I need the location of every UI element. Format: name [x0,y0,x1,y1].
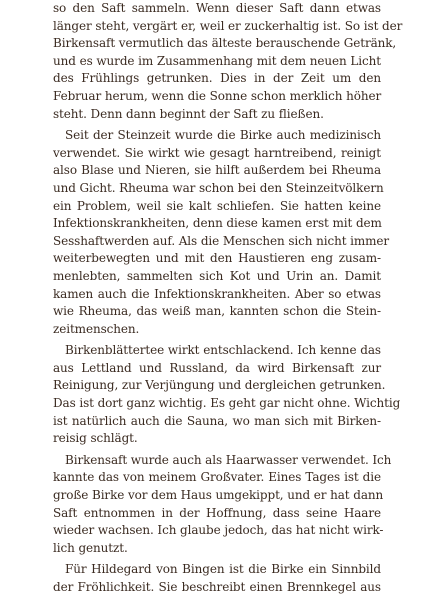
text-line: Für Hildegard von Bingen ist die Birke ein Sinnbild [65,562,381,577]
paragraph-5 [53,561,381,596]
text-line: also Blase und Nieren, sie hilft außerdem bei Rheuma [53,163,381,178]
text-line: ist natürlich auch die Sauna, wo man sich mit Birken- [53,413,381,428]
text-line: Birkensaft vermutlich das älteste berauschende Getränk, [53,36,397,51]
book-page-text [53,0,403,597]
text-line: so den Saft sammeln. Wenn dieser Saft dann etwas [53,1,381,15]
text-line: Das ist dort ganz wichtig. Es geht gar nicht ohne. Wichtig [53,396,401,411]
text-line: länger steht, vergärt er, weil er zuckerhaltig ist. So ist der [53,18,403,33]
text-line: kannte das von meinem Großvater. Eines Tages ist die [53,470,381,485]
text-line: aus Lettland und Russland, da wird Birkensaft zur [53,360,381,375]
text-line: steht. Denn dann beginnt der Saft zu fließen. [53,106,324,121]
text-line: Seit der Steinzeit wurde die Birke auch medizinisch [65,128,381,143]
text-line: kamen auch die Infektionskrankheiten. Aber so etwas [53,286,381,301]
text-line: der Fröhlichkeit. Sie beschreibt einen Brennkegel aus [53,580,381,594]
text-line: reisig schlägt. [53,431,138,446]
text-line: Februar herum, wenn die Sonne schon merklich höher [53,88,382,103]
text-line: zeitmenschen. [53,321,140,336]
text-line: Saft entnommen in der Hoffnung, dass seine Haare [53,505,381,520]
paragraph-3 [53,342,401,448]
text-line: weiterbewegten und mit den Haustieren eng zusam- [53,251,381,266]
text-line: des Frühlings getrunken. Dies in der Zeit um den [53,71,381,86]
text-line: wieder wachsen. Ich glaube jedoch, das hat nicht wirk- [53,523,384,538]
text-line: Birkensaft wurde auch als Haarwasser verwendet. Ich [65,452,392,467]
text-line: verwendet. Sie wirkt wie gesagt harntreibend, reinigt [53,145,381,160]
text-line: lich genutzt. [53,540,128,555]
text-line: menlebten, sammelten sich Kot und Urin an. Damit [53,268,381,283]
text-line: große Birke vor dem Haus umgekippt, und er hat dann [53,488,384,503]
text-line: Infektionskrankheiten, denn diese kamen erst mit dem [53,216,382,231]
paragraph-4 [53,452,392,558]
text-line: ein Problem, weil sie kalt schliefen. Sie hatten keine [53,198,381,213]
text-line: und es wurde im Zusammenhang mit dem neuen Licht [53,53,381,68]
text-line: Birkenblättertee wirkt entschlackend. Ich kenne das [65,343,381,358]
text-line: und Gicht. Rheuma war schon bei den Steinzeitvölkern [53,180,384,195]
text-line: wie Rheuma, das weiß man, kannten schon die Stein- [53,304,381,319]
paragraph-1 [53,0,403,123]
text-line: Sesshaftwerden auf. Als die Menschen sich nicht immer [53,233,390,248]
paragraph-2 [53,127,390,338]
text-line: Reinigung, zur Verjüngung und dergleichen getrunken. [53,378,386,393]
